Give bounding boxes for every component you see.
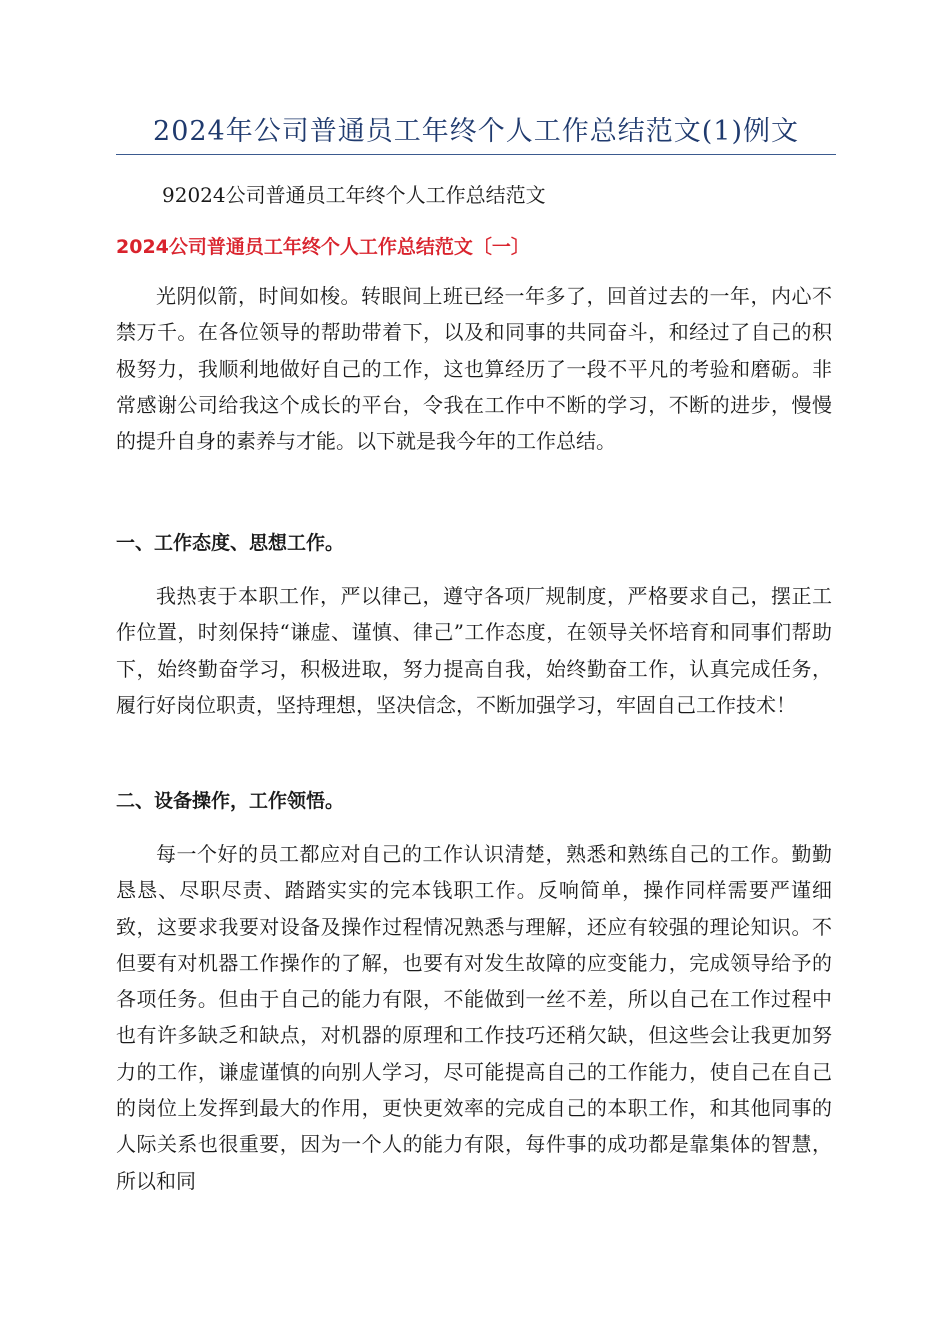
paragraph-intro: 光阴似箭，时间如梭。转眼间上班已经一年多了，回首过去的一年，内心不禁万千。在各位领导的帮助带着下，以及和同事的共同奋斗，和经过了自己的积极努力，我顺利地做好自己的工作，这也算经历了一段不平凡的考验和磨砺。非常感谢公司给我这个成长的平台，令我在工作中不断的学习，不断的进步，慢慢的提升自身的素养与才能。以下就是我今年的工作总结。 [116, 284, 832, 454]
heading-equipment-operation: 二、设备操作，工作领悟。 [116, 790, 345, 812]
heading-work-attitude: 一、工作态度、思想工作。 [116, 532, 345, 554]
document-subtitle: 92024公司普通员工年终个人工作总结范文 [162, 183, 546, 207]
paragraph-work-attitude: 我热衷于本职工作，严以律己，遵守各项厂规制度，严格要求自己，摆正工作位置，时刻保持“谦虚、谨慎、律己”工作态度，在领导关怀培育和同事们帮助下，始终勤奋学习，积极进取，努力提高自我，始终勤奋工作，认真完成任务，履行好岗位职责，坚持理想，坚决信念，不断加强学习，牢固自己工作技术！ [116, 584, 832, 717]
document-title: 2024年公司普通员工年终个人工作总结范文(1)例文 [153, 116, 799, 147]
title-underline [116, 154, 836, 155]
section-title: 2024公司普通员工年终个人工作总结范文〔一〕 [116, 236, 530, 258]
paragraph-equipment-operation: 每一个好的员工都应对自己的工作认识清楚，熟悉和熟练自己的工作。勤勤恳恳、尽职尽责、踏踏实实的完本钱职工作。反响简单，操作同样需要严谨细致，这要求我要对设备及操作过程情况熟悉与理解，还应有较强的理论知识。不但要有对机器工作操作的了解，也要有对发生故障的应变能力，完成领导给予的各项任务。但由于自己的能力有限，不能做到一丝不差，所以自己在工作过程中也有许多缺乏和缺点，对机器的原理和工作技巧还稍欠缺，但这些会让我更加努力的工作，谦虚谨慎的向别人学习，尽可能提高自己的工作能力，使自己在自己的岗位上发挥到最大的作用，更快更效率的完成自己的本职工作，和其他同事的人际关系也很重要，因为一个人的能力有限，每件事的成功都是靠集体的智慧，所以和同 [116, 842, 832, 1193]
